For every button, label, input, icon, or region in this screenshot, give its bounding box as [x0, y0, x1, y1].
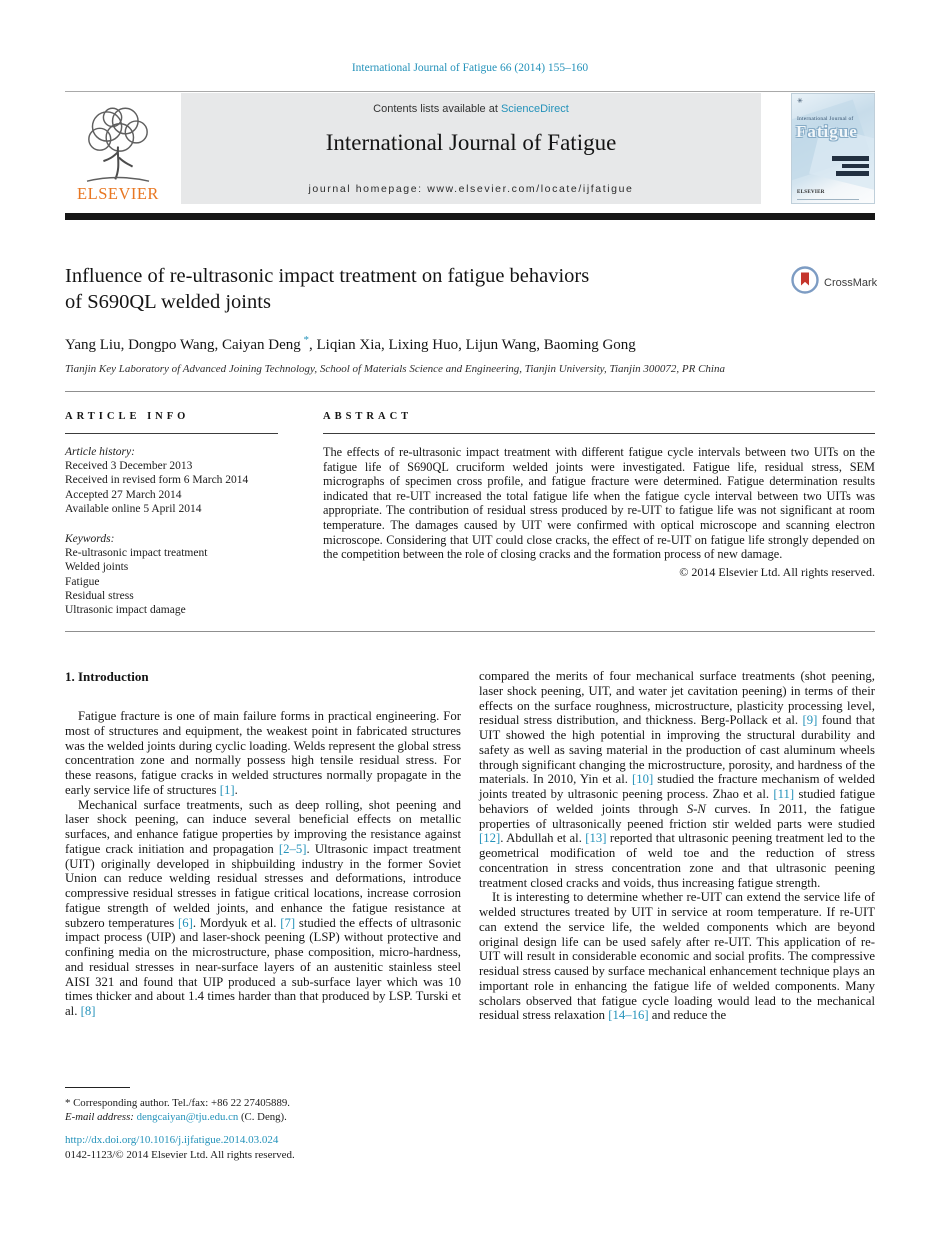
author-list — [65, 334, 875, 354]
journal-title: International Journal of Fatigue — [325, 130, 617, 155]
article-info-column — [65, 411, 278, 617]
masthead-black-bar — [65, 213, 875, 220]
cover-badge — [842, 164, 869, 169]
page-footer — [65, 1133, 295, 1163]
citation-link[interactable]: [14–16] — [608, 1008, 649, 1023]
citation-link[interactable]: [1] — [219, 782, 235, 797]
text-segment: . Mordyuk et al. — [192, 915, 281, 930]
citation-link[interactable]: * — [300, 334, 309, 346]
crossmark-icon — [791, 266, 819, 299]
copyright-line: © 2014 Elsevier Ltd. All rights reserved. — [679, 564, 875, 579]
history-item: Received in revised form 6 March 2014 — [65, 474, 249, 487]
footnote-line1: * Corresponding author. Tel./fax: +86 22 27405889. — [65, 1097, 290, 1109]
journal-reference: International Journal of Fatigue 66 (2014) 155–160 — [351, 62, 589, 74]
text-segment: . Abdullah et al. — [500, 831, 586, 846]
keywords-label: Keywords: — [65, 533, 115, 546]
text-segment: S-N — [686, 801, 706, 816]
text-segment: Yang Liu, Dongpo Wang, Caiyan Deng — [65, 337, 301, 353]
journal-banner — [181, 93, 761, 204]
citation-link[interactable]: [12] — [479, 831, 501, 846]
doi-link[interactable]: http://dx.doi.org/10.1016/j.ijfatigue.2014.03.024 — [65, 1134, 279, 1146]
article-history-label: Article history: — [65, 446, 135, 458]
text-segment: studied the fracture mechanism of welded joints treated by ultrasonic peening process. Zhao et al. — [479, 772, 875, 802]
keyword-item: Fatigue — [65, 575, 100, 588]
cover-small-title: International Journal of — [797, 116, 854, 122]
contents-line — [181, 103, 761, 115]
keyword-item: Welded joints — [65, 561, 129, 574]
article-history — [65, 445, 278, 516]
article-info-rule — [65, 433, 278, 434]
meta-section — [65, 411, 875, 617]
cover-publisher-mark-icon: ✳ — [797, 97, 803, 105]
text-segment: compared the merits of four mechanical surface treatments (shot peening, laser shock peening, UIT, and water jet cavitation peening) in terms of their effects on the surface roughness, microstructure, plasticity processing level, residual stress distribution, and thickness. Berg-Pollack et al. — [479, 669, 875, 728]
abstract-rule — [323, 433, 875, 434]
text-segment: Mechanical surface treatments, such as deep rolling, shot peening and laser shock peening, can induce several beneficial effects on metallic surfaces, and enhance fatigue properties by improving the resistance against fatigue crack initiation and propagation — [65, 797, 461, 856]
text-segment: . Ultrasonic impact treatment (UIT) originally developed in shipbuilding industry in the former Soviet Union can reduce welding residual stresses and deformations, introduce compressive residual stresses in fatigue critical locations, increase corrosion fatigue strength of welded joints, and enhance the fatigue resistance at subzero temperatures — [65, 841, 462, 930]
text-segment: studied the effects of ultrasonic impact process (UIP) and laser-shock peening (LSP) without protective and confining media on the microstructure, phase composition, micro-hardness, and residual stresses in near-surface layers of an austenitic stainless steel AISI 321 and found that UIP produced a sub-surface layer which was 10 times thicker and about 1.4 times harder than that produced by LSP. Turski et al. — [65, 915, 461, 1019]
elsevier-logo[interactable] — [65, 93, 177, 204]
affiliation: Tianjin Key Laboratory of Advanced Joining Technology, School of Materials Science and Engineering, Tianjin University, Tianjin 300072, PR China — [65, 363, 725, 375]
cover-big-title: Fatigue — [796, 122, 858, 141]
keyword-item: Ultrasonic impact damage — [65, 604, 186, 617]
paragraph — [65, 709, 461, 798]
history-item: Available online 5 April 2014 — [65, 502, 202, 515]
cover-badge — [836, 171, 869, 176]
paragraph — [479, 890, 875, 1023]
abstract-text: The effects of re-ultrasonic impact treatment with different fatigue cycle intervals between two UITs on the fatigue life of S690QL cruciform welded joints were investigated. Fatigue life, residual stress, SEM micrographs of specimen cross profile, and fatigue fracture were determined. Fatigue determination results indicated that re-UIT increased the total fatigue life when the fatigue cycle interval between two UITs was appropriate. The contribution of residual stress produced by re-UIT to fatigue life was not significant at room temperature. The damages caused by UIT were confirmed with optical microscope and scanning electron microscope. Considering that UIT could close cracks, the effect of re-UIT on fatigue life strongly depended on the competition between the role of closing cracks and the formation process of new damage. — [323, 445, 875, 562]
citation-link[interactable]: [8] — [80, 1004, 96, 1019]
citation-link[interactable]: [9] — [802, 713, 818, 728]
text-segment: and reduce the — [648, 1008, 727, 1023]
elsevier-wordmark: ELSEVIER — [77, 184, 159, 203]
body-left-column — [65, 669, 461, 1023]
divider — [65, 391, 875, 392]
citation-link[interactable]: [13] — [585, 831, 607, 846]
citation-link[interactable]: [6] — [178, 915, 193, 930]
abstract-column — [323, 411, 875, 617]
article-title — [65, 263, 878, 315]
email-tail: (C. Deng). — [238, 1111, 287, 1123]
article-info-heading: ARTICLE INFO — [65, 411, 190, 422]
text-segment: , Liqian Xia, Lixing Huo, Lijun Wang, Baoming Gong — [308, 337, 636, 353]
footnote-rule — [65, 1087, 130, 1088]
cover-publisher-wordmark: ELSEVIER — [797, 190, 825, 195]
abstract-heading: ABSTRACT — [323, 411, 413, 422]
history-item: Accepted 27 March 2014 — [65, 488, 182, 501]
citation-link[interactable]: [11] — [773, 787, 795, 802]
divider — [65, 631, 875, 632]
contents-prefix: Contents lists available at — [373, 103, 501, 115]
text-segment: studied fatigue behaviors of welded joints through — [479, 787, 875, 816]
sciencedirect-link[interactable]: ScienceDirect — [500, 103, 569, 115]
text-segment: found that UIT showed the high potential in improving the structural durability and safety as well as saving material in the production of cast aluminum wheels through significant changing the microstructure, porosity, and hardness of the materials. In 2010, Yin et al. — [479, 713, 876, 787]
text-segment: reported that ultrasonic peening treatment led to the geometrical modification of weld toe and the reduction of stress concentration in stress concentration zone and that ultrasonic peening treatment closed cracks and voids, thus increasing fatigue strength. — [479, 831, 875, 890]
cover-foot-line — [797, 199, 859, 201]
email-label: E-mail address: — [65, 1111, 137, 1123]
cover-badge — [832, 156, 869, 161]
cover-badges — [832, 156, 869, 176]
title-block — [65, 263, 878, 315]
journal-homepage[interactable]: journal homepage: www.elsevier.com/locate/ijfatigue — [308, 183, 634, 195]
body-columns — [65, 669, 875, 1023]
keyword-item: Re-ultrasonic impact treatment — [65, 547, 208, 560]
text-segment: curves. In 2011, the fatigue properties of ultrasonically peened friction stir welded parts were studied — [479, 801, 876, 831]
text-segment: . — [234, 782, 238, 797]
masthead — [65, 93, 875, 204]
keywords — [65, 532, 278, 617]
keyword-item: Residual stress — [65, 589, 134, 602]
citation-link[interactable]: [2–5] — [278, 841, 307, 856]
paragraph — [479, 669, 875, 890]
body-right-column — [479, 669, 875, 1023]
citation-link[interactable]: [10] — [631, 772, 654, 787]
text-segment: Fatigue fracture is one of main failure forms in practical engineering. For most of structures and equipment, the weakest point in fabricated structures was the welded joints during cyclic loading. Welds represent the global stress concentration zone and normally possess high tensile residual stress. For these reasons, fatigue cracks in welded structures normally propagate in the early service life of structures — [65, 709, 461, 797]
crossmark-label: CrossMark — [824, 276, 878, 289]
paragraph — [65, 798, 461, 1019]
history-item: Received 3 December 2013 — [65, 460, 193, 473]
section-heading: 1. Introduction — [65, 669, 149, 685]
article-title-line2: of S690QL welded joints — [65, 291, 271, 313]
text-segment: It is interesting to determine whether re-UIT can extend the service life of welded structures treated by UIT in service at room temperature. If re-UIT can extend the service life, the welded components which are beyond original design life can be used safely after re-UIT. This application of re-UIT will result in considerable economic and social profits. The compressive residual stress caused by surface mechanical enhancement technique plays an important role in enhancing the fatigue life of welded components. Many scholars observed that fatigue cycle loading would lead to the mechanical residual stress relaxation — [479, 890, 875, 1023]
journal-cover-thumbnail — [791, 93, 875, 204]
citation-link[interactable]: [7] — [280, 915, 296, 930]
top-divider — [65, 91, 875, 92]
email-link[interactable]: dengcaiyan@tju.edu.cn — [136, 1111, 239, 1123]
article-title-line1: Influence of re-ultrasonic impact treatment on fatigue behaviors — [65, 265, 590, 287]
crossmark-badge[interactable] — [791, 266, 879, 299]
corresponding-author-footnote — [65, 1087, 465, 1124]
footnote-line2 — [65, 1110, 465, 1124]
elsevier-tree-icon — [72, 101, 164, 183]
issn-copyright-line: 0142-1123/© 2014 Elsevier Ltd. All rights reserved. — [65, 1149, 295, 1161]
